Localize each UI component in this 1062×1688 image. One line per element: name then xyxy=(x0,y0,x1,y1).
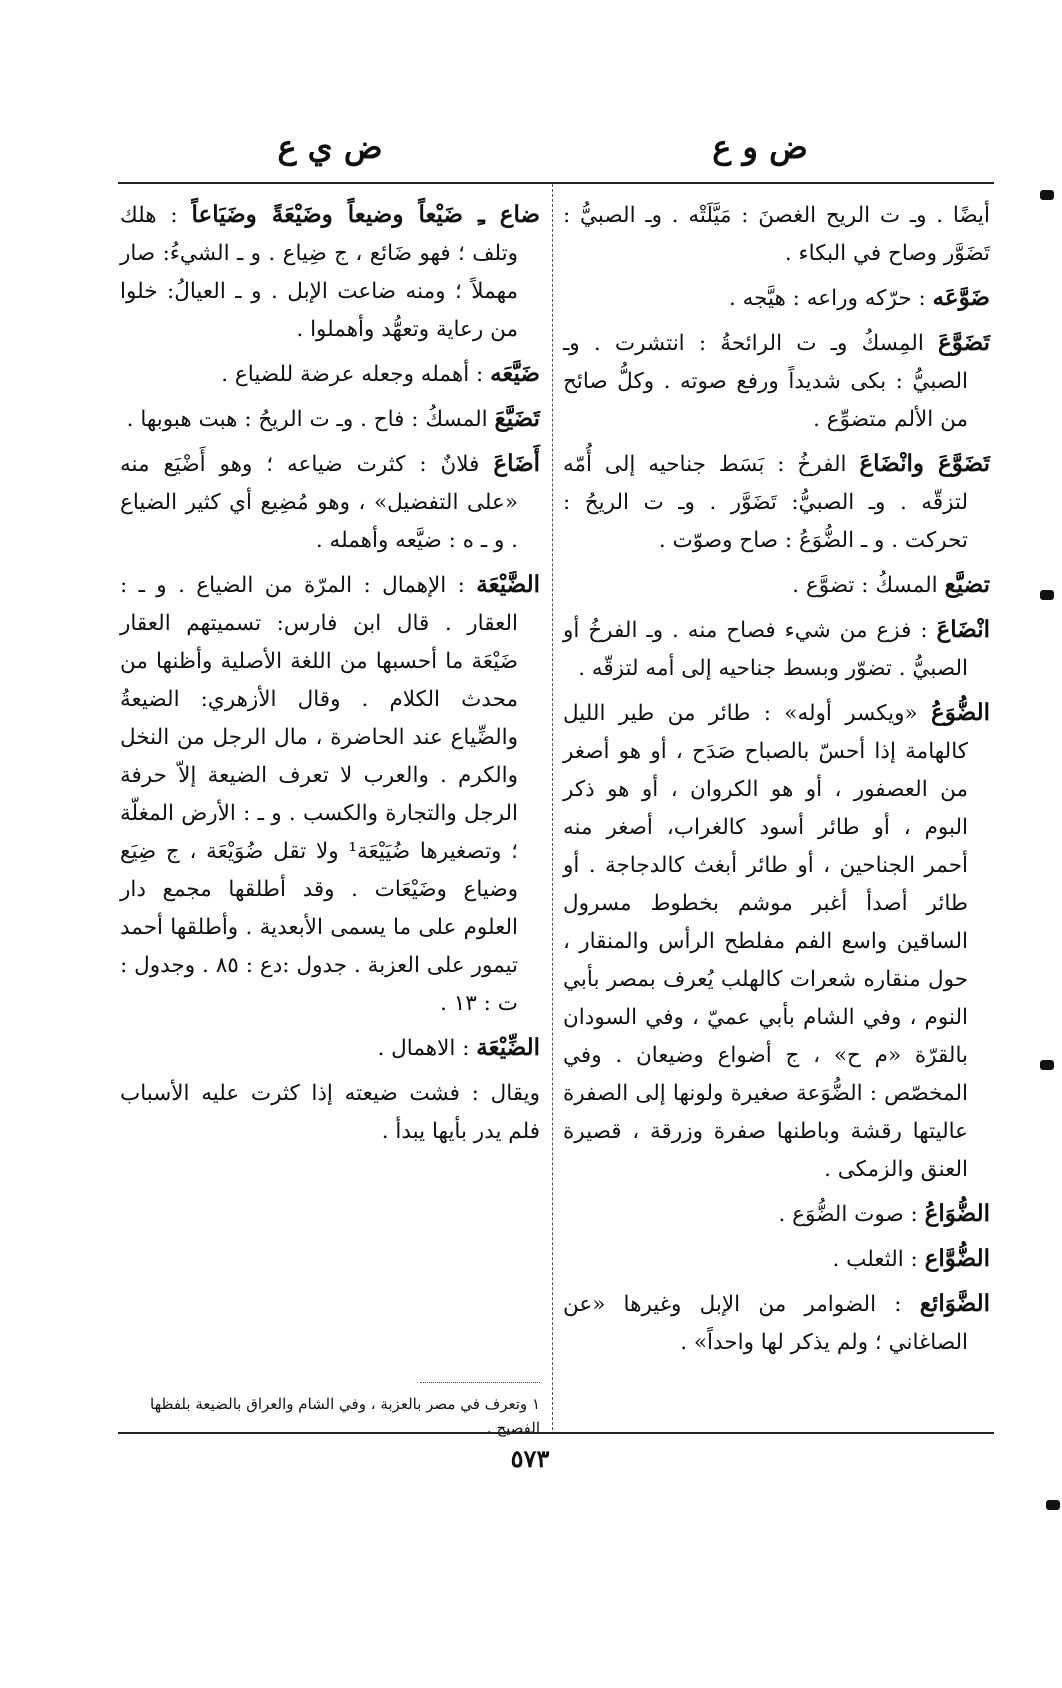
entry-headword: تضيَّع xyxy=(944,571,990,598)
header-root-left: ض ي ع xyxy=(277,128,383,166)
entry-definition: المِسكُ وـ ت الرائحةُ : انتشرت . وـ الصبيُّ : بكى شديداً ورفع صوته . وكلُّ صائح من الألم متضوِّع . xyxy=(563,331,968,432)
entry-definition: المسكُ : تضوَّع . xyxy=(792,573,938,598)
entry-headword: الضِّيْعَة xyxy=(476,1034,540,1061)
entry xyxy=(120,1029,540,1068)
scan-margin-mark xyxy=(1040,190,1054,200)
entry-headword: تَضَوَّعَ xyxy=(938,329,990,356)
entry-headword: الضُّوَاعُ xyxy=(924,1200,990,1227)
scan-margin-mark xyxy=(1040,1060,1054,1070)
entry-definition: أيضًا . وـ ت الريح الغصنَ : مَيَّلَتْه . وـ الصبيُّ : تَضَوَّر وصاح في البكاء . xyxy=(563,203,990,266)
column-divider xyxy=(552,184,553,1430)
entry-definition: المسكُ : فاح . وـ ت الريحُ : هبت هبوبها . xyxy=(126,407,488,432)
entry xyxy=(120,196,540,349)
entry-definition: : حرّكه وراعه : هيَّجه . xyxy=(728,286,926,311)
entry-definition: : هلك وتلف ؛ فهو ضَائع ، ج ضِياع . و ـ الشيءُ: صار مهملاً ؛ ومنه ضاعت الإبل . و ـ العيالُ: خلوا من رعاية وتعهُّد وأهملوا . xyxy=(120,203,518,342)
scan-margin-mark xyxy=(1046,1500,1060,1510)
entry-definition: : الضوامر من الإبل وغيرها «عن الصاغاني ؛ ولم يذكر لها واحداً» . xyxy=(563,1292,968,1355)
entry xyxy=(563,279,990,318)
entry xyxy=(563,566,990,605)
entry-definition: فلانٌ : كثرت ضياعه ؛ وهو أَضْيَع منه «على التفضيل» ، وهو مُضِيع أي كثير الضياع . و ـ ه : ضيَّعه وأهمله . xyxy=(120,452,518,553)
entry-definition: الفرخُ : بَسَط جناحيه إلى أُمّه لتزقّه . وـ الصبيُّ: تَضَوَّر . وـ ت الريحُ : تحركت . و ـ الضُّوَعُ : صاح وصوّت . xyxy=(563,452,968,553)
entry-headword: انْضَاعَ xyxy=(936,616,990,643)
entry-definition: : الاهمال . xyxy=(377,1036,470,1061)
entry xyxy=(563,445,990,560)
entry xyxy=(120,445,540,560)
header-root-right: ض و ع xyxy=(712,128,808,166)
header-rule xyxy=(118,182,994,184)
entry xyxy=(120,566,540,1023)
page-number: ٥٧٣ xyxy=(510,1444,550,1473)
entry-headword: الضُّوَّاع xyxy=(924,1245,990,1272)
entry xyxy=(563,611,990,688)
entry xyxy=(563,196,990,273)
entry xyxy=(563,694,990,1189)
entry-definition: : الإهمال : المرّة من الضياع . و ـ : العقار . قال ابن فارس: تسميتهم العقار ضَيْعَة ما أحسبها من اللغة الأصلية وأظنها من محدث الكلام . وقال الأزهري: الضيعةُ والضِّياع عند الحاضرة ، مال الرجل من النخل والكرم . والعرب لا تعرف الضيعة إلاّ حرفة الرجل والتجارة والكسب . و ـ : الأرض المغلّة ؛ وتصغيرها ضُيَيْعَة¹ ولا تقل ضُوَيْعَة ، ج ضِيَع وضياع وضَيْعَات . وقد أطلقها مجمع دار العلوم على ما يسمى الأبعدية . وأطلقها أحمد تيمور على العزبة . جدول :دع : ٨٥ . وجدول : ت : ١٣ . xyxy=(120,573,519,1016)
entry-headword: تَضَوَّعَ وانْضَاعَ xyxy=(859,450,990,477)
entry-headword: الضَّيْعَة xyxy=(476,571,540,598)
entry-definition: «ويكسر أوله» : طائر من طير الليل كالهامة إذا أحسّ بالصباح صَدَح ، أو هو أصغر من العصفور ، أو هو الكروان ، أو هو ذكر البوم ، أو طائر أسود كالغراب، أصغر منه أحمر الجناحين ، أو طائر أبغث كالدجاجة . أو طائر أصدأ أغبر موشم بخطوط مسرول الساقين واسع الفم مفلطح الرأس والمنقار ، حول منقاره شعرات كالهلب يُعرف بمصر بأبي النوم ، وفي الشام بأبي عميّ ، وفي السودان بالقرّة «م ح» ، ج أضواع وضيعان . وفي المخصّص : الضُّوَعة صغيرة ولونها إلى الصفرة عاليتها رقشة وباطنها صفرة وزرقة ، قصيرة العنق والزمكى . xyxy=(563,701,968,1182)
scan-margin-mark xyxy=(1040,590,1054,600)
entry xyxy=(563,1195,990,1234)
entry-headword: الضُّوَعُ xyxy=(931,699,990,726)
entry-definition: : الثعلب . xyxy=(832,1247,918,1272)
entry-definition: : صوت الضُّوَع . xyxy=(778,1202,918,1227)
entry-definition: : فزع من شيء فصاح منه . وـ الفرخُ أو الصبيُّ . تضوّر وبسط جناحيه إلى أمه لتزقّه . xyxy=(563,618,968,681)
entry-headword: ضاع ـِ ضَيْعاً وضيعاً وضَيْعَةً وضَيَاعاً xyxy=(191,201,540,228)
entry-headword: الضَّوَائع xyxy=(919,1290,990,1317)
left-column xyxy=(120,196,540,1157)
entry-headword: ضَيَّعَه xyxy=(490,360,540,387)
entry-headword: أَضَاعَ xyxy=(493,450,540,477)
entry xyxy=(120,355,540,394)
footnote: ١ وتعرف في مصر بالعزبة ، وفي الشام والعراق بالضيعة بلفظها الفصيح . xyxy=(150,1395,540,1437)
entry xyxy=(120,400,540,439)
entry xyxy=(120,1074,540,1151)
footnote-rule xyxy=(420,1382,540,1383)
right-column xyxy=(563,196,990,1368)
footer-rule xyxy=(118,1432,994,1434)
entry-definition: ويقال : فشت ضيعته إذا كثرت عليه الأسباب فلم يدر بأيها يبدأ . xyxy=(120,1081,540,1144)
entry-headword: تَضَيَّعَ xyxy=(494,405,540,432)
entry xyxy=(563,324,990,439)
page-header xyxy=(120,128,990,172)
entry-definition: : أهمله وجعله عرضة للضياع . xyxy=(221,362,484,387)
entry xyxy=(563,1285,990,1362)
entry xyxy=(563,1240,990,1279)
entry-headword: ضَوَّعَه xyxy=(932,284,990,311)
